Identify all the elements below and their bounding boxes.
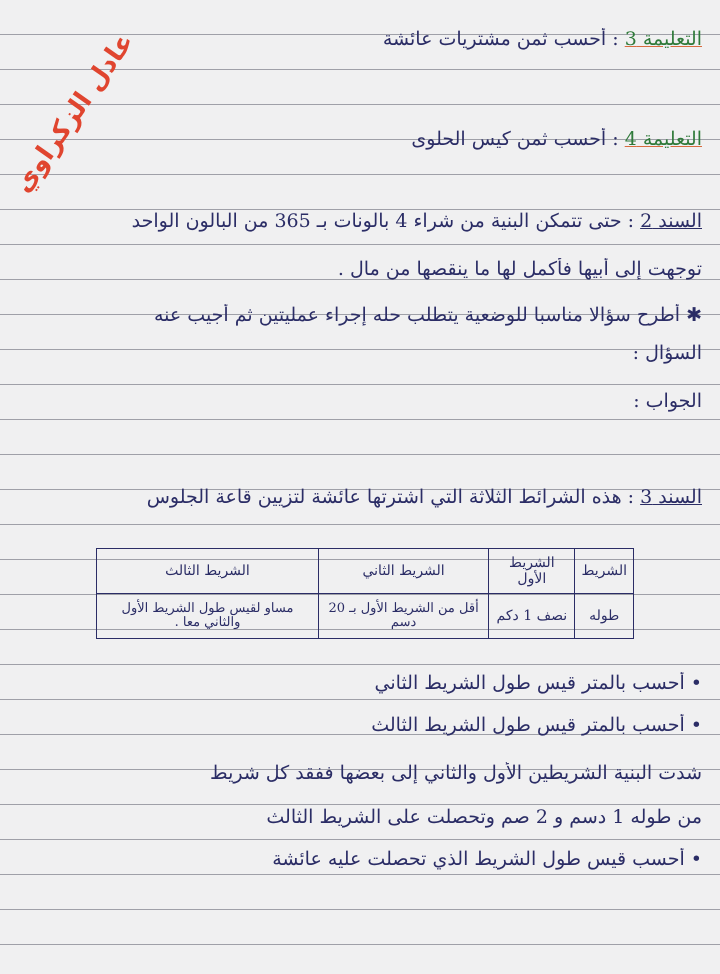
task-3-line1: شدت البنية الشريطين الأول والثاني إلى بعضها ففقد كل شريط <box>210 762 702 784</box>
table-header-cell: الشريط <box>575 549 634 594</box>
table-row <box>97 594 634 639</box>
support-2-label: السند 2 <box>640 210 702 232</box>
table-cell: طوله <box>575 594 634 639</box>
instruction-4-label: التعليمة 4 <box>624 128 702 150</box>
table-header-row <box>97 549 634 594</box>
support-2-line2: توجهت إلى أبيها فأكمل لها ما ينقصها من مال . <box>337 258 702 280</box>
table-header-cell: الشريط الثالث <box>97 549 319 594</box>
instruction-4 <box>18 128 702 150</box>
task-bullet-icon: ✱ <box>680 304 702 326</box>
task-2: • أحسب بالمتر قيس طول الشريط الثالث <box>18 714 702 736</box>
support-2-line1 <box>18 210 702 232</box>
support-3 <box>18 486 702 508</box>
support-2-text: : حتى تتمكن البنية من شراء 4 بالونات بـ 365 من البالون الواحد <box>131 210 635 232</box>
instruction-3-text: : أحسب ثمن مشتريات عائشة <box>382 28 619 50</box>
task-4: • أحسب قيس طول الشريط الذي تحصلت عليه عائشة <box>18 848 702 870</box>
support-3-text: : هذه الشرائط الثلاثة التي اشترتها عائشة لتزيين قاعة الجلوس <box>146 486 635 508</box>
table-cell: أقل من الشريط الأول بـ 20 دسم <box>318 594 488 639</box>
table-header-cell: الشريط الثاني <box>318 549 488 594</box>
task-3-line2: من طوله 1 دسم و 2 صم وتحصلت على الشريط الثالث <box>266 806 702 828</box>
instruction-3 <box>18 28 702 50</box>
task-1: • أحسب بالمتر قيس طول الشريط الثاني <box>18 672 702 694</box>
table-cell: مساو لقيس طول الشريط الأول والثاني معا . <box>97 594 319 639</box>
table-cell: نصف 1 دكم <box>489 594 575 639</box>
ribbons-table <box>96 548 634 639</box>
instruction-3-label: التعليمة 3 <box>624 28 702 50</box>
table-header-cell: الشريط الأول <box>489 549 575 594</box>
author-stamp: عادل الزكراوي <box>7 27 141 199</box>
support-2-task-text: أطرح سؤالا مناسبا للوضعية يتطلب حله إجراء عمليتين ثم أجيب عنه <box>154 304 681 326</box>
instruction-4-text: : أحسب ثمن كيس الحلوى <box>411 128 619 150</box>
support-3-label: السند 3 <box>640 486 702 508</box>
answer-label: الجواب : <box>633 390 702 412</box>
question-label: السؤال : <box>632 342 702 364</box>
support-2-task-line1 <box>18 304 702 326</box>
